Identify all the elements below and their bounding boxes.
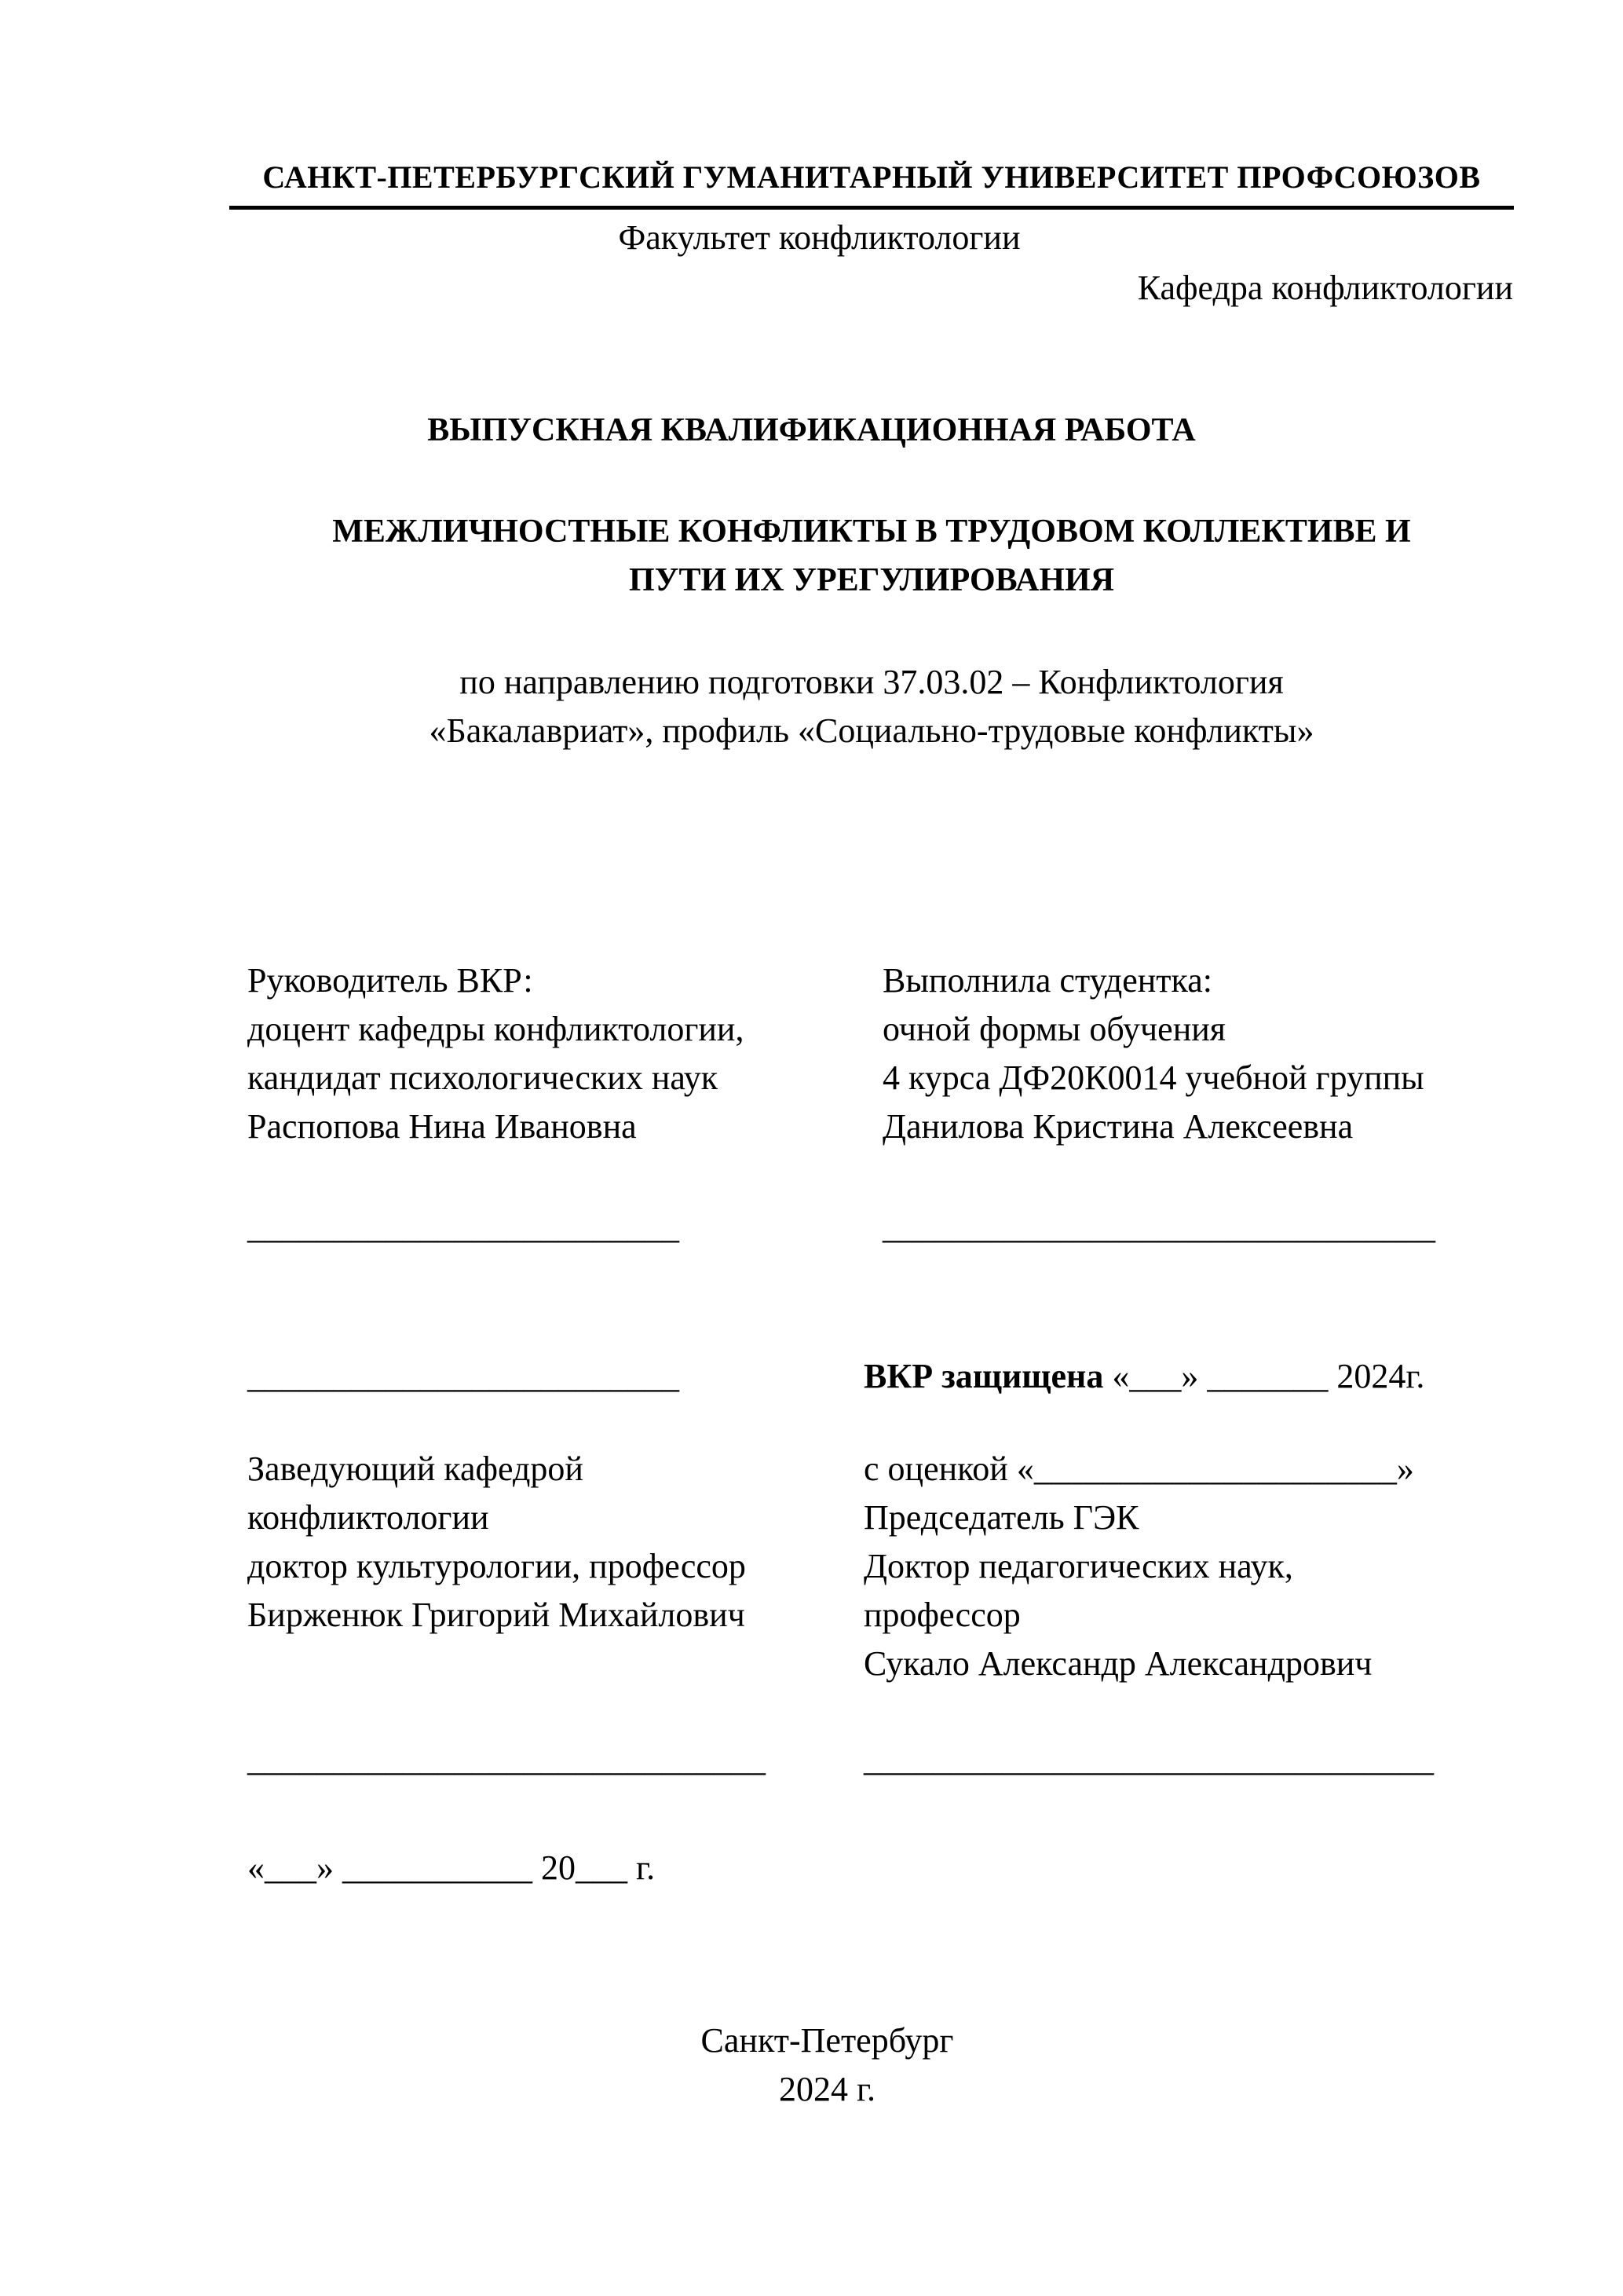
study-direction	[204, 658, 1539, 755]
defense-label: ВКР защищена	[864, 1357, 1104, 1395]
thesis-title	[204, 507, 1539, 605]
footer-year: 2024 г.	[778, 2070, 876, 2108]
profile-line: «Бакалавриат», профиль «Социально-трудовые конфликты»	[429, 711, 1314, 750]
head-degree: доктор культурологии, профессор	[247, 1547, 746, 1585]
second-signature-line: _________________________	[247, 1357, 679, 1395]
approval-date-line: «___» ___________ 20___ г.	[247, 1848, 656, 1887]
thesis-title-line: ПУТИ ИХ УРЕГУЛИРОВАНИЯ	[628, 562, 1115, 598]
head-of-department-block	[247, 1445, 746, 1640]
student-study-form: очной формы обучения	[883, 1010, 1226, 1048]
thesis-title-line: МЕЖЛИЧНОСТНЫЕ КОНФЛИКТЫ В ТРУДОВОМ КОЛЛЕКТИВЕ И	[332, 514, 1411, 550]
student-label: Выполнила студентка:	[883, 961, 1212, 1000]
chair-title: Председатель ГЭК	[864, 1498, 1139, 1537]
footer-city: Санкт-Петербург	[700, 2021, 954, 2060]
student-name: Данилова Кристина Алексеевна	[883, 1107, 1354, 1146]
student-signature-line: ________________________________	[883, 1208, 1435, 1246]
student-block	[883, 956, 1424, 1151]
head-department: конфликтологии	[247, 1498, 489, 1537]
supervisor-name: Распопова Нина Ивановна	[247, 1107, 637, 1146]
supervisor-block	[247, 956, 744, 1151]
work-type-heading: ВЫПУСКНАЯ КВАЛИФИКАЦИОННАЯ РАБОТА	[427, 412, 1196, 448]
chair-rank: профессор	[864, 1596, 1021, 1634]
committee-block	[864, 1445, 1414, 1688]
supervisor-label: Руководитель ВКР:	[247, 961, 533, 1000]
direction-line: по направлению подготовки 37.03.02 – Конфликтология	[459, 663, 1284, 701]
chair-signature-line: _________________________________	[864, 1740, 1434, 1779]
faculty-name: Факультет конфликтологии	[618, 218, 1021, 257]
supervisor-position: доцент кафедры конфликтологии,	[247, 1010, 744, 1048]
head-signature-line: ______________________________	[247, 1740, 766, 1779]
header-rule	[229, 206, 1514, 210]
grade-line: с оценкой «_____________________»	[864, 1450, 1414, 1488]
supervisor-degree: кандидат психологических наук	[247, 1058, 718, 1097]
chair-degree: Доктор педагогических наук,	[864, 1547, 1293, 1585]
head-name: Бирженюк Григорий Михайлович	[247, 1596, 745, 1634]
department-name: Кафедра конфликтологии	[1137, 269, 1513, 307]
chair-name: Сукало Александр Александрович	[864, 1644, 1373, 1683]
defense-date: «___» _______ 2024г.	[1103, 1357, 1425, 1395]
head-title: Заведующий кафедрой	[247, 1450, 583, 1488]
student-group: 4 курса ДФ20К0014 учебной группы	[883, 1058, 1424, 1097]
footer	[0, 2016, 1623, 2114]
defense-status	[864, 1352, 1424, 1401]
supervisor-signature-line: _________________________	[247, 1208, 679, 1246]
university-name: САНКТ-ПЕТЕРБУРГСКИЙ ГУМАНИТАРНЫЙ УНИВЕРСИТЕТ ПРОФСОЮЗОВ	[262, 159, 1481, 195]
